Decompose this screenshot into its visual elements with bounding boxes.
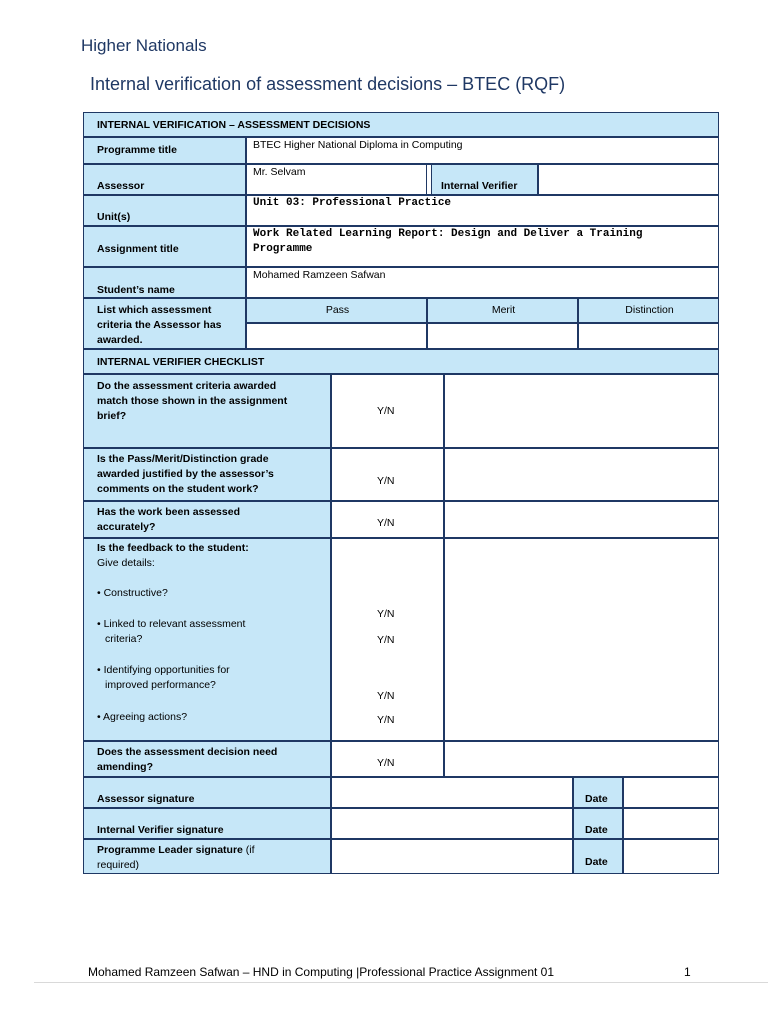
- programme-title-value: BTEC Higher National Diploma in Computing: [253, 139, 463, 151]
- assignment-title-line1: Work Related Learning Report: Design and Deliver a Training: [253, 228, 643, 240]
- q4-give-details: Give details:: [97, 557, 155, 569]
- assessor-field[interactable]: [246, 164, 427, 195]
- pl-signature-field[interactable]: [331, 839, 573, 874]
- q5-label-cell: [83, 741, 331, 777]
- q4-constructive: • Constructive?: [97, 587, 168, 599]
- q4-yn-field[interactable]: [331, 538, 444, 741]
- q4-yn-linked: Y/N: [377, 634, 395, 646]
- programme-title-field[interactable]: [246, 137, 719, 164]
- pass-header: Pass: [325, 304, 350, 316]
- footer-divider: [34, 982, 768, 983]
- q5-line1: Does the assessment decision need: [97, 746, 278, 758]
- q1-label-cell: [83, 374, 331, 448]
- iv-signature-label-cell: [83, 808, 331, 839]
- q5-line2: amending?: [97, 761, 154, 773]
- assessor-signature-label: Assessor signature: [97, 793, 195, 805]
- pl-signature-label-line1: [97, 843, 255, 858]
- q1-line1: Do the assessment criteria awarded: [97, 380, 277, 392]
- q1-yn: Y/N: [377, 405, 395, 417]
- q2-yn-field[interactable]: [331, 448, 444, 501]
- distinction-criteria-field[interactable]: [578, 323, 719, 349]
- q3-yn: Y/N: [377, 517, 395, 529]
- pl-signature-label-line2: required): [97, 859, 140, 871]
- q5-comment-field[interactable]: [444, 741, 719, 777]
- student-name-label-cell: [83, 267, 246, 298]
- q1-comment-field[interactable]: [444, 374, 719, 448]
- unit-label-cell: [83, 195, 246, 226]
- internal-verifier-field[interactable]: [538, 164, 719, 195]
- iv-signature-label: Internal Verifier signature: [97, 824, 224, 836]
- q4-yn-agree: Y/N: [377, 714, 395, 726]
- pl-signature-label: Programme Leader signature: [97, 844, 243, 856]
- merit-criteria-field[interactable]: [427, 323, 578, 349]
- q2-yn: Y/N: [377, 475, 395, 487]
- section-heading-cell: [83, 112, 719, 137]
- assignment-title-line2: Programme: [253, 243, 313, 255]
- iv-signature-field[interactable]: [331, 808, 573, 839]
- q2-line1: Is the Pass/Merit/Distinction grade: [97, 453, 269, 465]
- pl-date-field[interactable]: [623, 839, 719, 874]
- q4-label-cell: [83, 538, 331, 741]
- unit-field[interactable]: [246, 195, 719, 226]
- pl-signature-label-cell: [83, 839, 331, 874]
- checklist-heading-cell: [83, 349, 719, 374]
- q4-ident-line1: • Identifying opportunities for: [97, 664, 230, 676]
- internal-verifier-label: Internal Verifier: [441, 180, 518, 192]
- q3-line2: accurately?: [97, 521, 156, 533]
- internal-verifier-label-cell: [431, 164, 538, 195]
- q3-line1: Has the work been assessed: [97, 506, 240, 518]
- pl-date-label: Date: [585, 856, 608, 868]
- page-number: 1: [684, 965, 691, 979]
- assessor-label: Assessor: [97, 180, 145, 192]
- programme-title-label: Programme title: [97, 144, 177, 156]
- assessor-signature-label-cell: [83, 777, 331, 808]
- pass-header-cell: [246, 298, 427, 323]
- q4-linked-line1: • Linked to relevant assessment: [97, 618, 246, 630]
- programme-title-label-cell: [83, 137, 246, 164]
- q2-label-cell: [83, 448, 331, 501]
- q3-yn-field[interactable]: [331, 501, 444, 538]
- assessor-date-label-cell: [573, 777, 623, 808]
- pass-criteria-field[interactable]: [246, 323, 427, 349]
- assignment-title-field[interactable]: [246, 226, 719, 267]
- assessor-date-field[interactable]: [623, 777, 719, 808]
- assignment-title-label: Assignment title: [97, 243, 179, 255]
- student-name-label: Student’s name: [97, 284, 175, 296]
- q5-yn-field[interactable]: [331, 741, 444, 777]
- q4-comment-field[interactable]: [444, 538, 719, 741]
- unit-label: Unit(s): [97, 211, 131, 223]
- q4-linked-line2: criteria?: [105, 633, 143, 645]
- criteria-label-line3: awarded.: [97, 334, 143, 346]
- q2-line3: comments on the student work?: [97, 483, 259, 495]
- q4-heading: Is the feedback to the student:: [97, 542, 249, 554]
- q1-line2: match those shown in the assignment: [97, 395, 288, 407]
- q3-label-cell: [83, 501, 331, 538]
- distinction-header: Distinction: [625, 304, 674, 316]
- criteria-label-cell: [83, 298, 246, 349]
- iv-date-label: Date: [585, 824, 608, 836]
- assessor-signature-field[interactable]: [331, 777, 573, 808]
- merit-header: Merit: [491, 304, 516, 316]
- q1-yn-field[interactable]: [331, 374, 444, 448]
- q4-ident-line2: improved performance?: [105, 679, 216, 691]
- page-title: Internal verification of assessment decisions – BTEC (RQF): [90, 74, 566, 94]
- q4-agree: • Agreeing actions?: [97, 711, 188, 723]
- merit-header-cell: [427, 298, 578, 323]
- student-name-value: Mohamed Ramzeen Safwan: [253, 269, 386, 281]
- q2-comment-field[interactable]: [444, 448, 719, 501]
- iv-date-field[interactable]: [623, 808, 719, 839]
- iv-date-label-cell: [573, 808, 623, 839]
- q3-comment-field[interactable]: [444, 501, 719, 538]
- checklist-heading: INTERNAL VERIFIER CHECKLIST: [97, 356, 265, 368]
- q4-yn-ident: Y/N: [377, 690, 395, 702]
- footer-text: Mohamed Ramzeen Safwan – HND in Computing |Professional Practice Assignment 01: [88, 965, 555, 979]
- criteria-label-line2: criteria the Assessor has: [97, 319, 222, 331]
- criteria-label-line1: List which assessment: [97, 304, 212, 316]
- q2-line2: awarded justified by the assessor’s: [97, 468, 274, 480]
- assignment-title-label-cell: [83, 226, 246, 267]
- pl-signature-suffix: (if: [242, 844, 255, 856]
- distinction-header-cell: [578, 298, 719, 323]
- q5-yn: Y/N: [377, 757, 395, 769]
- student-name-field[interactable]: [246, 267, 719, 298]
- pl-date-label-cell: [573, 839, 623, 874]
- section-heading: INTERNAL VERIFICATION – ASSESSMENT DECISIONS: [97, 119, 371, 131]
- assessor-date-label: Date: [585, 793, 608, 805]
- assessor-label-cell: [83, 164, 246, 195]
- assessor-value: Mr. Selvam: [253, 166, 306, 178]
- q1-line3: brief?: [97, 410, 127, 422]
- q4-yn-constructive: Y/N: [377, 608, 395, 620]
- unit-value: Unit 03: Professional Practice: [253, 197, 452, 209]
- header-series: Higher Nationals: [81, 36, 207, 55]
